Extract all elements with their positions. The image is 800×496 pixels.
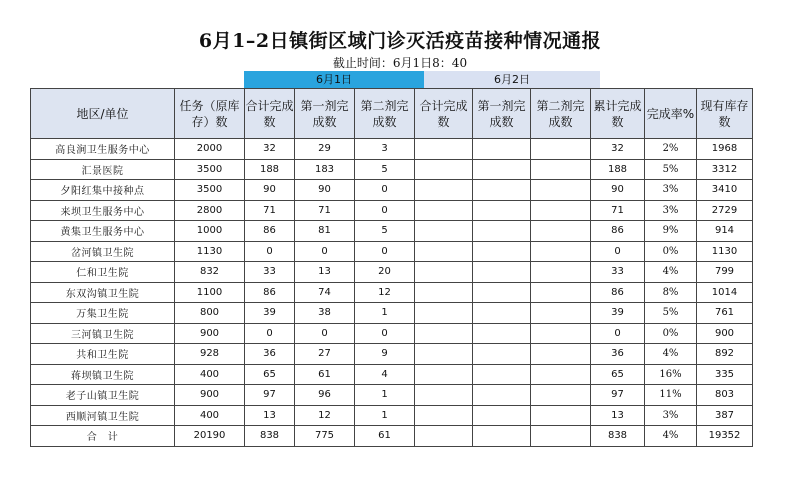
cell-empty bbox=[415, 405, 473, 426]
cell-rate: 3% bbox=[645, 200, 697, 221]
cell-d1-total: 188 bbox=[245, 159, 295, 180]
cell-empty bbox=[473, 405, 531, 426]
cell-empty bbox=[473, 200, 531, 221]
table-row bbox=[31, 221, 753, 242]
cell-task: 928 bbox=[175, 344, 245, 365]
cell-empty bbox=[473, 139, 531, 160]
cell-name: 东双沟镇卫生院 bbox=[31, 282, 175, 303]
cell-d1-second: 4 bbox=[355, 364, 415, 385]
cell-d1-first: 96 bbox=[295, 385, 355, 406]
cell-empty bbox=[415, 221, 473, 242]
cell-stock: 892 bbox=[697, 344, 753, 365]
vaccination-table bbox=[30, 88, 753, 447]
cell-name: 三河镇卫生院 bbox=[31, 323, 175, 344]
cell-task: 2800 bbox=[175, 200, 245, 221]
cell-d1-first: 775 bbox=[295, 426, 355, 447]
cell-stock: 803 bbox=[697, 385, 753, 406]
cell-d1-second: 1 bbox=[355, 405, 415, 426]
cell-empty bbox=[473, 282, 531, 303]
table-row bbox=[31, 344, 753, 365]
cell-cum: 86 bbox=[591, 221, 645, 242]
cell-task: 2000 bbox=[175, 139, 245, 160]
cell-d1-second: 1 bbox=[355, 303, 415, 324]
cell-stock: 2729 bbox=[697, 200, 753, 221]
cell-task: 400 bbox=[175, 364, 245, 385]
cutoff-time: 截止时间：6月1日8：40 bbox=[332, 56, 468, 70]
col-task: 任务（原库存）数 bbox=[175, 89, 245, 139]
cell-name: 老子山镇卫生院 bbox=[31, 385, 175, 406]
col-d1-first: 第一剂完成数 bbox=[295, 89, 355, 139]
cell-cum: 90 bbox=[591, 180, 645, 201]
cell-rate: 4% bbox=[645, 262, 697, 283]
cell-stock: 3410 bbox=[697, 180, 753, 201]
cell-empty bbox=[531, 323, 591, 344]
cell-task: 3500 bbox=[175, 180, 245, 201]
table-row bbox=[31, 303, 753, 324]
cell-d1-total: 97 bbox=[245, 385, 295, 406]
cell-rate: 9% bbox=[645, 221, 697, 242]
cell-task: 800 bbox=[175, 303, 245, 324]
cell-rate: 8% bbox=[645, 282, 697, 303]
cell-empty bbox=[415, 159, 473, 180]
cell-empty bbox=[415, 180, 473, 201]
cell-name: 夕阳红集中接种点 bbox=[31, 180, 175, 201]
cell-name: 蒋坝镇卫生院 bbox=[31, 364, 175, 385]
cell-d1-total: 0 bbox=[245, 323, 295, 344]
cell-name: 西顺河镇卫生院 bbox=[31, 405, 175, 426]
col-d2-first: 第一剂完成数 bbox=[473, 89, 531, 139]
cell-d1-first: 61 bbox=[295, 364, 355, 385]
cell-d1-first: 38 bbox=[295, 303, 355, 324]
cell-cum: 86 bbox=[591, 282, 645, 303]
cell-d1-first: 71 bbox=[295, 200, 355, 221]
cell-task: 1000 bbox=[175, 221, 245, 242]
cell-empty bbox=[415, 364, 473, 385]
cell-stock: 914 bbox=[697, 221, 753, 242]
cell-task: 900 bbox=[175, 323, 245, 344]
cell-stock: 1130 bbox=[697, 241, 753, 262]
cell-cum: 33 bbox=[591, 262, 645, 283]
cell-name: 仁和卫生院 bbox=[31, 262, 175, 283]
cell-d1-first: 74 bbox=[295, 282, 355, 303]
cell-empty bbox=[415, 241, 473, 262]
cell-empty bbox=[415, 385, 473, 406]
cell-d1-total: 86 bbox=[245, 221, 295, 242]
cell-stock: 761 bbox=[697, 303, 753, 324]
cell-cum: 188 bbox=[591, 159, 645, 180]
col-d2-total: 合计完成数 bbox=[415, 89, 473, 139]
table-row bbox=[31, 180, 753, 201]
cell-d1-first: 0 bbox=[295, 323, 355, 344]
col-rate: 完成率% bbox=[645, 89, 697, 139]
cell-empty bbox=[531, 303, 591, 324]
cell-task: 400 bbox=[175, 405, 245, 426]
cell-empty bbox=[473, 426, 531, 447]
cell-d1-second: 1 bbox=[355, 385, 415, 406]
cell-rate: 3% bbox=[645, 180, 697, 201]
cell-d1-second: 5 bbox=[355, 159, 415, 180]
cell-cum: 36 bbox=[591, 344, 645, 365]
cell-empty bbox=[531, 426, 591, 447]
cell-stock: 1968 bbox=[697, 139, 753, 160]
cell-empty bbox=[531, 344, 591, 365]
cell-stock: 387 bbox=[697, 405, 753, 426]
col-cumulative: 累计完成数 bbox=[591, 89, 645, 139]
table-row bbox=[31, 159, 753, 180]
cell-empty bbox=[473, 344, 531, 365]
cell-d1-total: 838 bbox=[245, 426, 295, 447]
cell-rate: 2% bbox=[645, 139, 697, 160]
cell-empty bbox=[531, 180, 591, 201]
cell-cum: 13 bbox=[591, 405, 645, 426]
cell-empty bbox=[415, 200, 473, 221]
cell-empty bbox=[473, 323, 531, 344]
cell-d1-first: 29 bbox=[295, 139, 355, 160]
cell-d1-total: 71 bbox=[245, 200, 295, 221]
cell-empty bbox=[415, 303, 473, 324]
cell-empty bbox=[473, 262, 531, 283]
cell-empty bbox=[415, 282, 473, 303]
cell-d1-total: 86 bbox=[245, 282, 295, 303]
cell-d1-first: 12 bbox=[295, 405, 355, 426]
cell-empty bbox=[531, 282, 591, 303]
date-band-day2: 6月2日 bbox=[424, 71, 600, 88]
cell-empty bbox=[473, 159, 531, 180]
cell-rate: 0% bbox=[645, 323, 697, 344]
cell-d1-first: 183 bbox=[295, 159, 355, 180]
cell-d1-first: 0 bbox=[295, 241, 355, 262]
cell-empty bbox=[473, 385, 531, 406]
cell-empty bbox=[531, 405, 591, 426]
header-row bbox=[31, 89, 753, 139]
cell-empty bbox=[473, 364, 531, 385]
table-row bbox=[31, 323, 753, 344]
cell-cum: 0 bbox=[591, 323, 645, 344]
cell-d1-second: 5 bbox=[355, 221, 415, 242]
cell-d1-first: 90 bbox=[295, 180, 355, 201]
total-row bbox=[31, 426, 753, 447]
date-band-day1: 6月1日 bbox=[244, 71, 424, 88]
cell-name: 共和卫生院 bbox=[31, 344, 175, 365]
cell-empty bbox=[415, 262, 473, 283]
cell-task: 3500 bbox=[175, 159, 245, 180]
cell-stock: 3312 bbox=[697, 159, 753, 180]
cell-empty bbox=[415, 323, 473, 344]
cell-d1-total: 32 bbox=[245, 139, 295, 160]
cell-rate: 16% bbox=[645, 364, 697, 385]
cell-empty bbox=[531, 262, 591, 283]
cell-d1-second: 0 bbox=[355, 200, 415, 221]
cell-d1-total: 13 bbox=[245, 405, 295, 426]
cell-cum: 32 bbox=[591, 139, 645, 160]
cell-empty bbox=[531, 221, 591, 242]
page-title: 6月1–2日镇街区域门诊灭活疫苗接种情况通报 bbox=[198, 30, 602, 52]
cell-name: 万集卫生院 bbox=[31, 303, 175, 324]
cell-task: 1130 bbox=[175, 241, 245, 262]
table-row bbox=[31, 139, 753, 160]
cell-rate: 4% bbox=[645, 344, 697, 365]
cell-empty bbox=[415, 344, 473, 365]
cell-rate: 5% bbox=[645, 159, 697, 180]
cell-empty bbox=[531, 364, 591, 385]
cell-d1-second: 61 bbox=[355, 426, 415, 447]
cell-name: 黄集卫生服务中心 bbox=[31, 221, 175, 242]
cell-empty bbox=[415, 426, 473, 447]
col-stock: 现有库存数 bbox=[697, 89, 753, 139]
table-row bbox=[31, 282, 753, 303]
table-row bbox=[31, 262, 753, 283]
cell-cum: 71 bbox=[591, 200, 645, 221]
cell-d1-first: 13 bbox=[295, 262, 355, 283]
cell-empty bbox=[473, 221, 531, 242]
table-row bbox=[31, 405, 753, 426]
table-row bbox=[31, 200, 753, 221]
cell-d1-total: 39 bbox=[245, 303, 295, 324]
col-d2-second: 第二剂完成数 bbox=[531, 89, 591, 139]
cell-d1-total: 0 bbox=[245, 241, 295, 262]
cell-empty bbox=[415, 139, 473, 160]
cell-cum: 97 bbox=[591, 385, 645, 406]
cell-name: 高良涧卫生服务中心 bbox=[31, 139, 175, 160]
cell-empty bbox=[473, 180, 531, 201]
cell-stock: 799 bbox=[697, 262, 753, 283]
cell-rate: 0% bbox=[645, 241, 697, 262]
cell-name: 汇景医院 bbox=[31, 159, 175, 180]
cell-stock: 19352 bbox=[697, 426, 753, 447]
cell-cum: 838 bbox=[591, 426, 645, 447]
cell-task: 900 bbox=[175, 385, 245, 406]
table-row bbox=[31, 364, 753, 385]
cell-d1-total: 36 bbox=[245, 344, 295, 365]
table-row bbox=[31, 385, 753, 406]
col-d1-total: 合计完成数 bbox=[245, 89, 295, 139]
cell-d1-second: 0 bbox=[355, 241, 415, 262]
cell-empty bbox=[473, 241, 531, 262]
cell-rate: 11% bbox=[645, 385, 697, 406]
cell-cum: 39 bbox=[591, 303, 645, 324]
cell-d1-second: 0 bbox=[355, 323, 415, 344]
cell-d1-second: 0 bbox=[355, 180, 415, 201]
cell-stock: 335 bbox=[697, 364, 753, 385]
cell-name: 合 计 bbox=[31, 426, 175, 447]
cell-cum: 65 bbox=[591, 364, 645, 385]
cell-d1-second: 9 bbox=[355, 344, 415, 365]
cell-d1-second: 12 bbox=[355, 282, 415, 303]
cell-d1-total: 65 bbox=[245, 364, 295, 385]
cell-empty bbox=[531, 200, 591, 221]
cell-rate: 3% bbox=[645, 405, 697, 426]
cell-empty bbox=[531, 241, 591, 262]
cell-d1-total: 33 bbox=[245, 262, 295, 283]
cell-stock: 900 bbox=[697, 323, 753, 344]
cell-d1-second: 20 bbox=[355, 262, 415, 283]
table-row bbox=[31, 241, 753, 262]
col-region: 地区/单位 bbox=[31, 89, 175, 139]
cell-task: 832 bbox=[175, 262, 245, 283]
cell-empty bbox=[531, 139, 591, 160]
cell-cum: 0 bbox=[591, 241, 645, 262]
cell-d1-total: 90 bbox=[245, 180, 295, 201]
cell-rate: 5% bbox=[645, 303, 697, 324]
cell-empty bbox=[531, 159, 591, 180]
cell-d1-first: 81 bbox=[295, 221, 355, 242]
cell-task: 1100 bbox=[175, 282, 245, 303]
cell-d1-second: 3 bbox=[355, 139, 415, 160]
cell-empty bbox=[531, 385, 591, 406]
cell-d1-first: 27 bbox=[295, 344, 355, 365]
cell-name: 来坝卫生服务中心 bbox=[31, 200, 175, 221]
cell-name: 岔河镇卫生院 bbox=[31, 241, 175, 262]
col-d1-second: 第二剂完成数 bbox=[355, 89, 415, 139]
cell-rate: 4% bbox=[645, 426, 697, 447]
cell-stock: 1014 bbox=[697, 282, 753, 303]
cell-empty bbox=[473, 303, 531, 324]
cell-task: 20190 bbox=[175, 426, 245, 447]
